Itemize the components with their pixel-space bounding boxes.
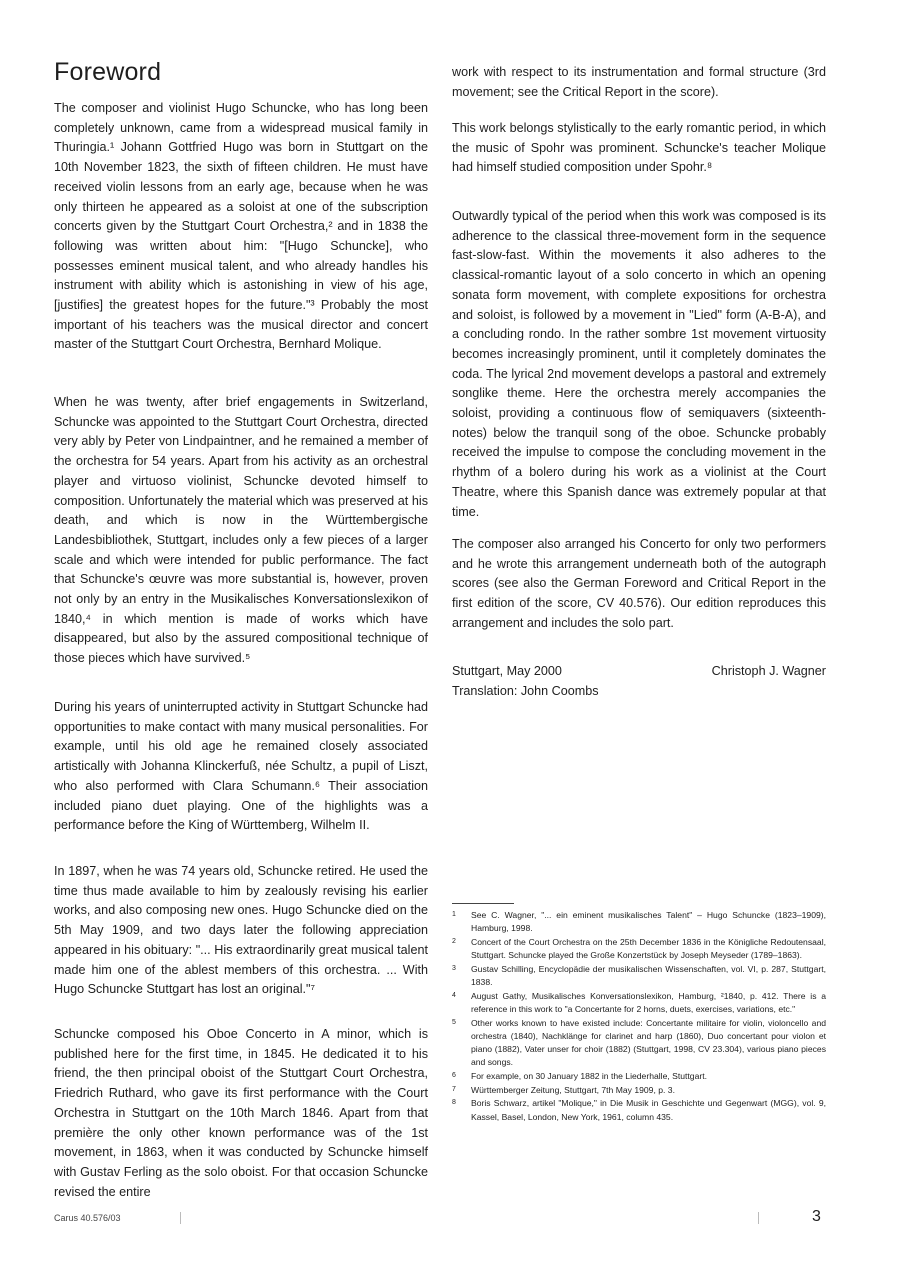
paragraph-form: Outwardly typical of the period when this work was composed is its adherence to the classical three-movement form in the sequence fast-slow-fast. Within the movements it also adheres to the classical-romantic layout of a solo concerto in which an opening sonata form movement, with complete expositions for orchestra and soloist, is followed by a movement in "Lied" form (A-B-A), and a concluding rondo. In the rather sombre 1st movement virtuosity becomes increasingly prominent, until it completely dominates the coda. The lyrical 2nd movement develops a pastoral and extremely songlike theme. Here the orchestra merely accompanies the soloist, providing a continuous flow of semiquavers (sixteenth-notes) below the tranquil song of the oboe. Schuncke probably received the impulse to compose the concluding movement in the rhythm of a bolero during his work as a violinist at the Court Theatre, where this Spanish dance was extremely popular at that time. xyxy=(452,209,826,519)
footnote-item xyxy=(452,963,826,989)
footnote-item xyxy=(452,909,826,935)
paragraph-retirement: In 1897, when he was 74 years old, Schuncke retired. He used the time thus made available to him by zealously revising his earlier works, and also composing new ones. Hugo Schuncke died on the 5th May 1909, and two days later the following appreciation appeared in his obituary: "... His extraordinarily great musical talent made him one of the ablest members of this orchestra. ... With Hugo Schuncke Stuttgart has lost an original."⁷ xyxy=(54,864,428,997)
footnote-number: 5 xyxy=(452,1018,456,1026)
footnote-item xyxy=(452,936,826,962)
signature-translation: Translation: John Coombs xyxy=(452,683,599,698)
signature-place-date: Stuttgart, May 2000 xyxy=(452,664,562,678)
footnote-number: 6 xyxy=(452,1071,456,1079)
paragraph-oboe-concerto: Schuncke composed his Oboe Concerto in A minor, which is published here for the first time, in 1845. He dedicated it to his friend, the then principal oboist of the Stuttgart Court Orchestra, Friedrich Ruthard, who gave its first performance with the Court Orchestra in Stuttgart on the 10th March 1846. Apart from that première the only other known performance was of the 1st movement, in 1863, when it was conducted by Schuncke himself with Gustav Ferling as the solo oboist. For that occasion Schuncke revised the entire xyxy=(54,1027,428,1199)
paragraph-associations: During his years of uninterrupted activity in Stuttgart Schuncke had opportunities to make contact with many musical personalities. For example, until his old age he remained closely associated artistically with Johanna Klinckerfuß, née Schultz, a pupil of Liszt, who also performed with Clara Schumann.⁶ Their association included piano duet playing. One of the highlights was a performance before the King of Württemberg, Wilhelm II. xyxy=(54,700,428,833)
footnote-number: 1 xyxy=(452,911,456,918)
catalog-number: Carus 40.576/03 xyxy=(54,1213,121,1223)
page-number: 3 xyxy=(812,1208,821,1225)
footnote-number: 7 xyxy=(452,1085,456,1093)
footnote-text: For example, on 30 January 1882 in the Liederhalle, Stuttgart. xyxy=(471,1070,707,1081)
footnote-text: Boris Schwarz, artikel "Molique," in Die Musik in Geschichte und Gegenwart (MGG), vol. 9, Kassel, Basel, London, New York, 1961, column 435. xyxy=(471,1098,826,1122)
footnote-text: Concert of the Court Orchestra on the 25th December 1836 in the Königliche Redoutensaal, Stuttgart. Schuncke played the Große Konzertstück by Joseph Meyseder (1789–1863). xyxy=(471,936,826,961)
footnote-item xyxy=(452,990,826,1016)
crop-mark xyxy=(180,1212,181,1224)
footnote-text: See C. Wagner, "... ein eminent musikalisches Talent" – Hugo Schuncke (1823–1909), Hamburg, 1998. xyxy=(471,910,826,934)
footnote-number: 3 xyxy=(452,964,456,972)
footnote-item xyxy=(452,1097,826,1123)
footnote-number: 8 xyxy=(452,1099,456,1107)
paragraph-career: When he was twenty, after brief engagements in Switzerland, Schuncke was appointed to the Stuttgart Court Orchestra, directed very ably by Peter von Lindpaintner, and he remained a member of the orchestra for 54 years. Apart from his activity as an orchestral player and virtuoso violinist, Schuncke devoted himself to composition. Unfortunately the material which was preserved at his death, and which is now in the Württembergische Landesbibliothek, Stuttgart, includes only a few pieces of a larger scale and which were intended for public performance. The fact that Schuncke's œuvre was more substantial is, however, proven not only by an entry in the Musikalisches Konversationslexikon of 1840,⁴ in which mention is made of works which have disappeared, but also by the assured compositional technique of those pieces which have survived.⁵ xyxy=(54,395,428,666)
footnote-text: Gustav Schilling, Encyclopädie der musikalischen Wissenschaften, vol. VI, p. 287, Stuttgart, 1838. xyxy=(471,963,826,988)
footnote-number: 4 xyxy=(452,991,456,999)
paragraph-style: This work belongs stylistically to the early romantic period, in which the music of Spohr was prominent. Schuncke's teacher Molique had himself studied composition under Spohr.⁸ xyxy=(452,121,826,175)
page-title: Foreword xyxy=(54,58,162,86)
paragraph-arrangement: The composer also arranged his Concerto for only two performers and he wrote this arrangement underneath both of the autograph scores (see also the German Foreword and Critical Report in the first edition of the score, CV 40.576). Our edition reproduces this arrangement and includes the solo part. xyxy=(452,537,826,630)
footnote-item xyxy=(452,1084,826,1097)
footnote-item xyxy=(452,1017,826,1070)
signature-author: Christoph J. Wagner xyxy=(711,664,826,678)
paragraph-biography-intro: The composer and violinist Hugo Schuncke, who has long been completely unknown, came from a widespread musical family in Thuringia.¹ Johann Gottfried Hugo was born in Stuttgart on the 10th November 1823, the sixth of fifteen children. He must have received violin lessons from an early age, because when he was only thirteen he appeared as a soloist at one of the subscription concerts given by the Stuttgart Court Orchestra,² and in 1838 the following was written about him: "[Hugo Schuncke], who possesses eminent musical talent, and who already handles his instrument with ability which is astonishing in view of his age, [justifies] the greatest hopes for the future."³ Probably the most important of his teachers was the musical director and concert master of the Stuttgart Court Orchestra, Bernhard Molique. xyxy=(54,101,428,352)
paragraph-continuation: work with respect to its instrumentation and formal structure (3rd movement; see the Critical Report in the score). xyxy=(452,65,826,99)
footnote-divider xyxy=(452,903,514,904)
footnote-text: August Gathy, Musikalisches Konversationslexikon, Hamburg, ²1840, p. 412. There is a reference in this work to "a Concertante for 2 horns, duets, exercises, variations, etc." xyxy=(471,990,826,1014)
footnotes-list xyxy=(452,909,826,1124)
crop-mark xyxy=(758,1212,759,1224)
footnote-number: 2 xyxy=(452,937,456,945)
footnote-text: Other works known to have existed include: Concertante militaire for violin, violoncello and orchestra (1840), Nachklänge for clarinet and harp (1860), Duo concertant pour violon et piano (1882), Vater unser for choir (1882) (Stuttgart, 1998, CV 23.304), various piano pieces and songs. xyxy=(471,1017,826,1068)
signature-block xyxy=(452,662,826,701)
footnote-text: Württemberger Zeitung, Stuttgart, 7th May 1909, p. 3. xyxy=(471,1084,675,1095)
footnote-item xyxy=(452,1070,826,1083)
